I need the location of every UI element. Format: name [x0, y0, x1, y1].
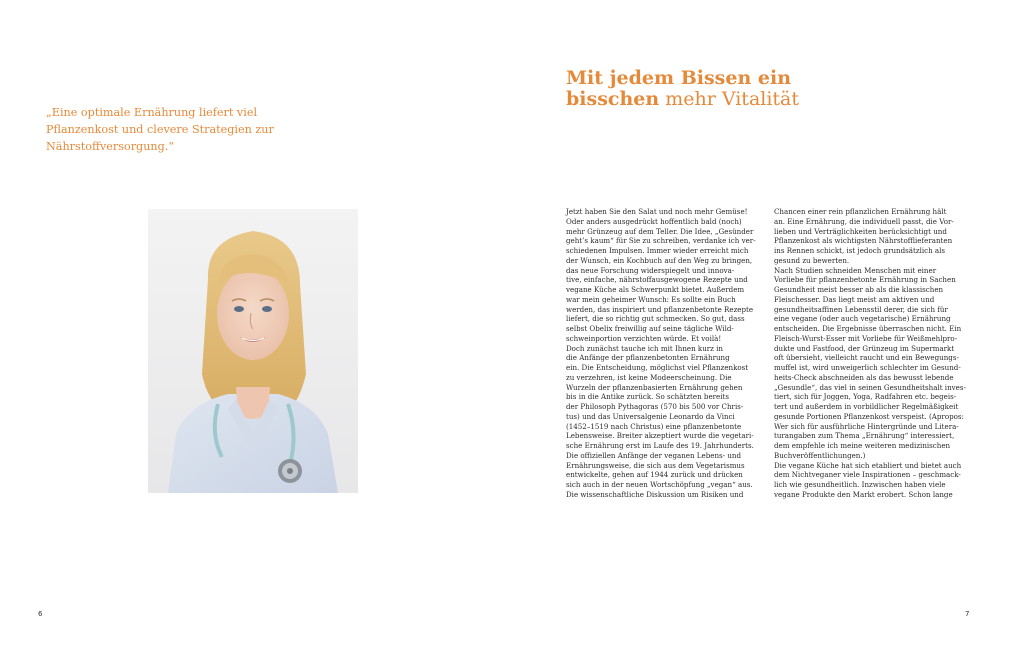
pull-quote: [46, 104, 296, 155]
text-line: Pflanzenkost als wichtigsten Nährstofflieferanten: [774, 236, 953, 246]
headline-line-2: [566, 89, 946, 110]
text-line: Wer sich für ausführliche Hintergründe und Litera-: [774, 421, 959, 431]
headline-bold-word: bisschen: [566, 88, 660, 110]
text-line: Doch zunächst tauche ich mit Ihnen kurz in: [566, 343, 724, 353]
text-line: Nach Studien schneiden Menschen mit einer: [774, 265, 937, 275]
text-line: Ernährungsweise, die sich aus dem Vegetarismus: [566, 460, 745, 470]
text-line: schiedenen Impulsen. Immer wieder erreicht mich: [566, 246, 749, 255]
quote-line: Pflanzenkost und clevere Strategien zur: [46, 123, 274, 136]
text-line: tiert, sich für Joggen, Yoga, Radfahren etc. begeis-: [774, 392, 957, 402]
text-line: Die wissenschaftliche Diskussion um Risiken und: [566, 489, 744, 499]
chapter-headline: [566, 68, 946, 110]
text-line: heits-Check abschneiden als das bewusst lebende: [774, 372, 954, 382]
text-line: Die vegane Küche hat sich etabliert und bietet auch: [774, 460, 962, 470]
text-line: turangaben zum Thema „Ernährung“ interessiert,: [774, 431, 955, 441]
text-line: gesund zu bewerten.: [774, 255, 850, 265]
text-line: oft übersieht, vielleicht raucht und ein Bewegungs-: [774, 353, 959, 363]
text-line: liefert, die so richtig gut schmecken. So gut, dass: [566, 314, 745, 324]
text-line: Fleischesser. Das liegt meist am aktiven und: [774, 294, 935, 304]
text-line: der Wunsch, ein Kochbuch auf den Weg zu bringen,: [566, 255, 753, 265]
text-line: Oder anders ausgedrückt hoffentlich bald (noch): [566, 216, 742, 226]
quote-line: „Eine optimale Ernährung liefert viel: [46, 106, 258, 119]
body-text-column-right: [774, 207, 966, 500]
text-line: vegane Küche als Schwerpunkt bietet. Außerdem: [566, 285, 745, 294]
author-portrait-photo: [148, 209, 358, 493]
text-line: geht’s kaum“ für Sie zu schreiben, verdanke ich ver-: [566, 236, 756, 246]
text-line: selbst Obelix freiwillig auf seine tägliche Wild-: [566, 324, 734, 333]
text-line: dukte und Fastfood, der Grünzeug im Supermarkt: [774, 343, 955, 353]
text-line: gesundheitsaffinen Lebensstil derer, die sich für: [774, 304, 948, 314]
text-line: Wurzeln der pflanzenbasierten Ernährung gehen: [566, 382, 743, 392]
text-line: lieben und Verträglichkeiten berücksichtigt und: [774, 226, 947, 236]
text-line: Die offiziellen Anfänge der veganen Lebens- und: [566, 450, 741, 460]
text-line: Jetzt haben Sie den Salat und noch mehr Gemüse!: [566, 207, 748, 216]
text-line: tive, einfache, nährstoffausgewogene Rezepte und: [566, 275, 748, 285]
text-line: lich wie gesundheitlich. Inzwischen haben viele: [774, 480, 946, 489]
text-line: der Philosoph Pythagoras (570 bis 500 vor Chris-: [566, 402, 744, 411]
text-line: Buchveröffentlichungen.): [774, 450, 866, 460]
portrait-illustration: [148, 209, 358, 493]
text-line: entscheiden. Die Ergebnisse überraschen nicht. Ein: [774, 324, 962, 333]
text-line: das neue Forschung widerspiegelt und innova-: [566, 265, 735, 275]
text-line: dem Nichtveganer viele Inspirationen – geschmack-: [774, 470, 961, 480]
quote-line: Nährstoffversorgung.“: [46, 140, 175, 153]
text-line: gesunde Portionen Pflanzenkost verspeist. (Apropos:: [774, 411, 964, 421]
body-text-column-left: [566, 207, 758, 500]
text-line: entwickelte, gehen auf 1944 zurück und drücken: [566, 470, 743, 480]
text-line: dem empfehle ich meine weiteren medizinischen: [774, 441, 951, 450]
headline-rest: mehr Vitalität: [659, 88, 800, 110]
text-line: muffel ist, wird unweigerlich schlechter im Gesund-: [774, 363, 961, 372]
text-line: bis in die Antike zurück. So schätzten bereits: [566, 392, 730, 402]
text-line: Lebensweise. Breiter akzeptiert wurde die vegetari-: [566, 431, 754, 441]
text-line: ins Rennen schickt, ist jedoch grundsätzlich als: [774, 246, 946, 255]
text-line: eine vegane (oder auch vegetarische) Ernährung: [774, 314, 951, 324]
text-line: Gesundheit meist besser ab als die klassischen: [774, 285, 944, 294]
page-number-right: 7: [965, 610, 970, 618]
text-line: sche Ernährung erst im Laufe des 19. Jahrhunderts.: [566, 441, 754, 450]
text-line: (1452–1519 nach Christus) eine pflanzenbetonte: [566, 421, 742, 431]
text-line: zu verzehren, ist keine Modeerscheinung. Die: [566, 372, 732, 382]
headline-line-1: Mit jedem Bissen ein: [566, 67, 792, 89]
text-line: vegane Produkte den Markt erobert. Schon lange: [774, 489, 953, 499]
text-line: mehr Grünzeug auf dem Teller. Die Idee, „Gesünder: [566, 226, 754, 236]
text-line: tus) und das Universalgenie Leonardo da Vinci: [566, 411, 735, 421]
text-line: die Anfänge der pflanzenbetonten Ernährung: [566, 353, 730, 363]
page-number-left: 6: [38, 610, 43, 618]
text-line: ein. Die Entscheidung, möglichst viel Pflanzenkost: [566, 363, 749, 372]
text-line: schweinportion verzichten würde. Et voilà!: [566, 333, 722, 343]
text-line: Fleisch-Wurst-Esser mit Vorliebe für Weißmehlpro-: [774, 333, 958, 343]
text-line: tert und außerdem in vorbildlicher Regelmäßigkeit: [774, 402, 959, 411]
text-line: werden, das inspiriert und pflanzenbetonte Rezepte: [566, 304, 754, 314]
text-line: Chancen einer rein pflanzlichen Ernährung hält: [774, 207, 947, 216]
text-line: „Gesundle“, das viel in seinen Gesundheitshalt inves-: [774, 382, 966, 392]
text-line: Vorliebe für pflanzenbetonte Ernährung in Sachen: [774, 275, 956, 285]
text-line: war mein geheimer Wunsch: Es sollte ein Buch: [566, 294, 736, 304]
text-line: an. Eine Ernährung, die individuell passt, die Vor-: [774, 216, 954, 226]
text-line: sich auch in der neuen Wortschöpfung „vegan“ aus.: [566, 480, 753, 489]
